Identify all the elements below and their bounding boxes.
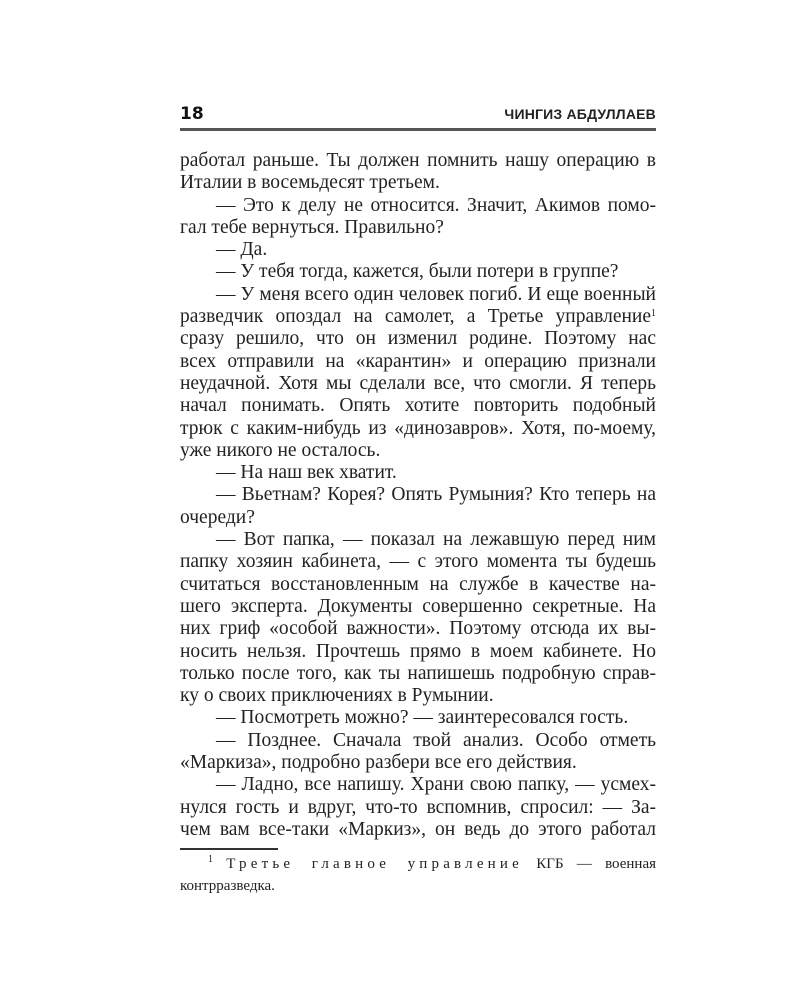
- text-line: [180, 217, 656, 239]
- line-text: разведчик опоздал на самолет, а Третье управление: [180, 306, 651, 328]
- footnote-text: Третье главное управление: [226, 856, 523, 872]
- text-line: [180, 774, 656, 796]
- text-line: [180, 529, 656, 551]
- line-text: уже никого не осталось.: [180, 439, 381, 461]
- line-text: работал раньше. Ты должен помнить нашу операцию в: [180, 150, 656, 171]
- line-text: папку хозяин кабинета, — с этого момента ты будешь: [180, 551, 656, 573]
- line-text: Италии в восемьдесят третьем.: [180, 172, 440, 194]
- line-text: — Да.: [216, 239, 268, 261]
- text-line: [180, 328, 656, 350]
- page-number: 18: [180, 104, 204, 124]
- text-line: [180, 195, 656, 217]
- footnote-line: контрразведка.: [180, 878, 275, 894]
- footnote-line: [180, 853, 656, 875]
- line-text: считаться восстановленным на службе в качестве на-: [180, 573, 656, 595]
- text-line: [180, 418, 656, 440]
- line-text: — Позднее. Сначала твой анализ. Особо отметь: [216, 729, 656, 751]
- line-text: — Это к делу не относится. Значит, Акимов помо-: [216, 194, 656, 216]
- text-line: [180, 172, 656, 194]
- text-line: [180, 239, 656, 261]
- text-line: [180, 284, 656, 306]
- text-line: [180, 306, 656, 328]
- text-line: [180, 150, 656, 172]
- text-line: [180, 351, 656, 373]
- text-line: [180, 707, 656, 729]
- line-text: ку о своих приключениях в Румынии.: [180, 685, 494, 707]
- line-text: — Ладно, все напишу. Храни свою папку, — усмех-: [216, 774, 656, 796]
- line-text: нулся гость и вдруг, что-то вспомнив, спросил: — За-: [180, 796, 656, 818]
- running-header: [180, 104, 656, 131]
- text-line: [180, 462, 656, 484]
- text-line: [180, 685, 656, 707]
- footnote-marker: 1: [208, 854, 213, 865]
- text-line: [180, 618, 656, 640]
- author-name: ЧИНГИЗ АБДУЛЛАЕВ: [504, 106, 656, 122]
- text-line: [180, 730, 656, 752]
- footnote-divider: [180, 848, 278, 850]
- line-text: начал понимать. Опять хотите повторить подобный: [180, 395, 656, 417]
- text-line: [180, 596, 656, 618]
- line-text: носить нельзя. Прочтешь прямо в моем кабинете. Но: [180, 640, 656, 662]
- line-text: неудачной. Хотя мы сделали все, что смогли. Я теперь: [180, 372, 656, 394]
- footnote-reference: 1: [651, 308, 656, 320]
- line-text: только после того, как ты напишешь подробную справ-: [180, 662, 656, 684]
- line-text: трюк с каким-нибудь из «динозавров». Хотя, по-моему,: [180, 417, 656, 439]
- line-text: всех отправили на «карантин» и операцию признали: [180, 350, 656, 372]
- body-text: [180, 150, 656, 841]
- text-line: [180, 551, 656, 573]
- text-line: [180, 484, 656, 506]
- text-line: [180, 373, 656, 395]
- line-text: — У тебя тогда, кажется, были потери в группе?: [216, 261, 619, 283]
- text-line: [180, 440, 656, 462]
- line-text: очереди?: [180, 506, 255, 528]
- text-line: [180, 797, 656, 819]
- line-text: «Маркиза», подробно разбери все его действия.: [180, 752, 577, 774]
- footnote-text: КГБ — военная: [536, 856, 657, 872]
- line-text: них гриф «особой важности». Поэтому отсюда их вы-: [180, 618, 656, 640]
- text-line: [180, 507, 656, 529]
- line-text: — На наш век хватит.: [216, 462, 397, 484]
- line-text: чем вам все-таки «Маркиз», он ведь до этого работал: [180, 818, 656, 840]
- text-line: [180, 819, 656, 841]
- line-text: — У меня всего один человек погиб. И еще военный: [216, 283, 656, 305]
- line-text: — Вот папка, — показал на лежавшую перед ним: [216, 529, 656, 551]
- text-line: [180, 641, 656, 663]
- line-text: — Посмотреть можно? — заинтересовался гость.: [216, 707, 629, 729]
- text-line: [180, 663, 656, 685]
- text-line: [180, 752, 656, 774]
- line-text: сразу решило, что он изменил родине. Поэтому нас: [180, 328, 656, 350]
- text-line: [180, 395, 656, 417]
- footnote: [180, 853, 656, 897]
- line-text: — Вьетнам? Корея? Опять Румыния? Кто теперь на: [216, 484, 656, 506]
- text-line: [180, 574, 656, 596]
- line-text: гал тебе вернуться. Правильно?: [180, 216, 444, 238]
- text-line: [180, 261, 656, 283]
- line-text: шего эксперта. Документы совершенно секретные. На: [180, 595, 656, 617]
